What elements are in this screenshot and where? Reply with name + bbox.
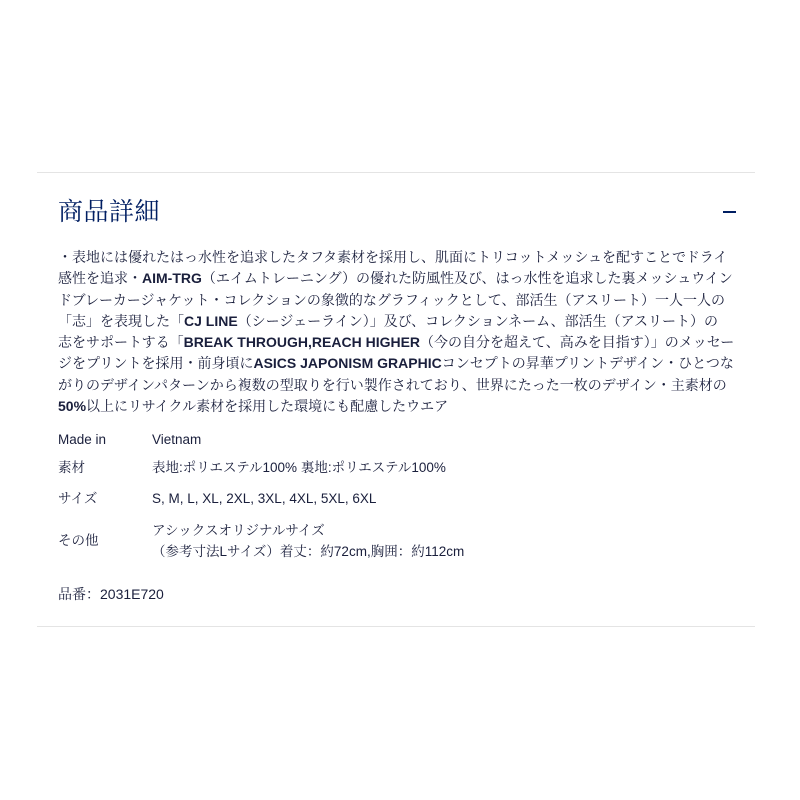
description-line (58, 353, 734, 374)
description-text: ドブレーカージャケット・コレクションの象徴的なグラフィックとして、部活生（アスリート）一人一人の (58, 291, 725, 308)
description-text: ジをプリントを採用・前身頃に (58, 355, 254, 372)
description-emphasis: BREAK THROUGH,REACH HIGHER (183, 334, 421, 351)
spec-label: Made in (58, 432, 107, 447)
spec-label: その他 (58, 532, 99, 548)
spec-row-made-in (58, 430, 738, 458)
spec-row-size (58, 489, 738, 520)
product-details-accordion (37, 172, 755, 627)
product-number: 品番：2031E720 (58, 586, 164, 602)
description-line (58, 247, 734, 268)
description-text: 以上にリサイクル素材を採用した環境にも配慮したウエア (86, 398, 449, 415)
spec-value-line: （参考寸法Lサイズ）着丈：約72cm,胸囲：約112cm (152, 543, 465, 559)
description-text: （エイムトレーニング）の優れた防風性及び、はっ水性を追求した裏メッシュウイン (201, 270, 733, 287)
spec-row-material (58, 458, 738, 489)
description-emphasis: 50% (58, 398, 87, 415)
spec-row-other (58, 520, 738, 562)
description-text: （今の自分を超えて、高みを目指す）」のメッセー (420, 334, 735, 351)
description-line (58, 332, 734, 353)
spec-value (152, 458, 446, 478)
description-text: 「志」を表現した「 (58, 312, 184, 329)
description-text: ・表地には優れたはっ水性を追求したタフタ素材を採用し、肌面にトリコットメッシュを配すことでドライ (58, 249, 728, 265)
description-line (58, 268, 734, 289)
spec-value-line: Vietnam (152, 432, 202, 447)
description-line (58, 375, 734, 396)
description-text: コンセプトの昇華プリントデザイン・ひとつな (441, 355, 734, 372)
spec-value (152, 430, 201, 450)
description-emphasis: AIM-TRG (142, 270, 202, 287)
description-line (58, 311, 734, 332)
spec-label: サイズ (58, 491, 98, 506)
spec-label: 素材 (58, 460, 85, 475)
description-text: （シージェーライン）」及び、コレクションネーム、部活生（アスリート）の (237, 312, 719, 329)
spec-table (58, 430, 738, 562)
spec-value-line: アシックスオリジナルサイズ (152, 522, 325, 538)
description-emphasis: CJ LINE (184, 312, 238, 329)
spec-value-line: S, M, L, XL, 2XL, 3XL, 4XL, 5XL, 6XL (152, 491, 377, 506)
description-line (58, 290, 734, 311)
section-title: 商品詳細 (58, 198, 161, 226)
description-text: 感性を追求・ (58, 270, 142, 287)
minus-icon[interactable] (723, 211, 736, 213)
description-text: 志をサポートする「 (58, 334, 184, 351)
accordion-header[interactable] (37, 173, 755, 239)
description-emphasis: ASICS JAPONISM GRAPHIC (253, 355, 442, 372)
spec-value (152, 489, 376, 509)
spec-value (152, 520, 464, 562)
product-description (58, 247, 734, 417)
description-text: がりのデザインパターンから複数の型取りを行い製作されており、世界にたった一枚のデザイン・主素材の (58, 376, 727, 393)
description-line (58, 396, 734, 417)
spec-value-line: 表地:ポリエステル100% 裏地:ポリエステル100% (152, 460, 446, 475)
